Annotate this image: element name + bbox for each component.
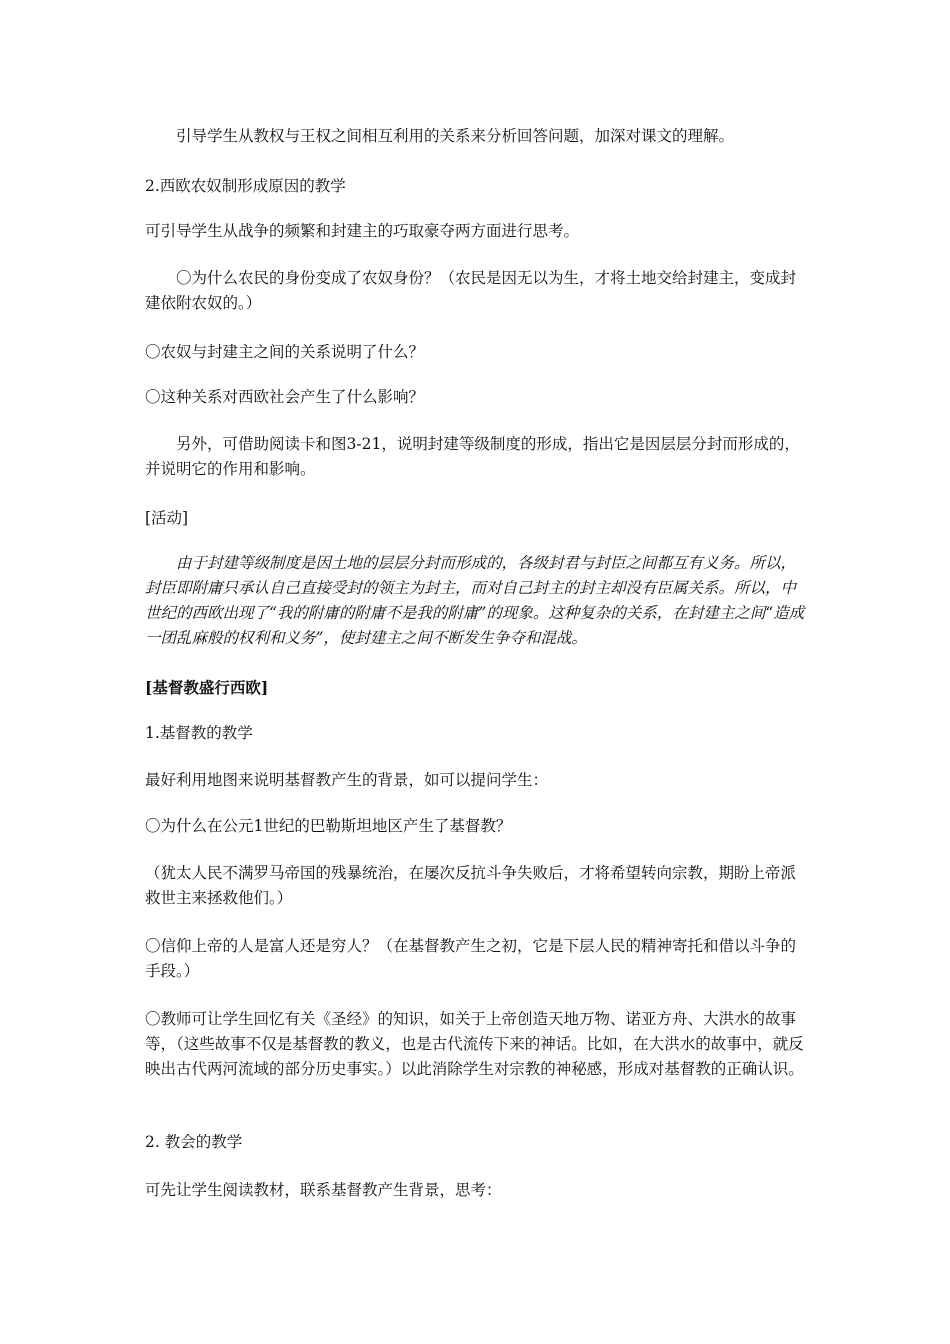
paragraph-map-background: 最好利用地图来说明基督教产生的背景，如可以提问学生： (145, 771, 549, 789)
activity-label: [活动] (145, 509, 189, 527)
section-heading-christianity: [基督教盛行西欧] (145, 678, 269, 697)
subheading-christianity-teaching: 1.基督教的教学 (145, 724, 253, 742)
paragraph-read-textbook: 可先让学生阅读教材，联系基督教产生背景，思考： (145, 1181, 502, 1199)
subheading-church-teaching: 2. 教会的教学 (145, 1133, 243, 1151)
question-relationship: 〇农奴与封建主之间的关系说明了什么？ (145, 343, 425, 361)
answer-jewish-people: （犹太人民不满罗马帝国的残暴统治，在屡次反抗斗争失败后，才将希望转向宗教，期盼上帝派救世主来拯救他们。） (145, 864, 797, 907)
question-origin-palestine: 〇为什么在公元1世纪的巴勒斯坦地区产生了基督教？ (145, 817, 512, 835)
paragraph-feudal-hierarchy: 另外，可借助阅读卡和图3-21，说明封建等级制度的形成，指出它是因层层分封而形成的，并说明它的作用和影响。 (145, 435, 800, 478)
paragraph-3: 可引导学生从战争的频繁和封建主的巧取豪夺两方面进行思考。 (145, 222, 580, 240)
question-rich-or-poor: 〇信仰上帝的人是富人还是穷人？（在基督教产生之初，它是下层人民的精神寄托和借以斗争的手段。） (145, 937, 797, 980)
question-serf-status: 〇为什么农民的身份变成了农奴身份？（农民是因无以为生，才将土地交给封建主，变成封建依附农奴的。） (145, 269, 797, 312)
section-heading-serfdom: 2.西欧农奴制形成原因的教学 (145, 177, 346, 195)
question-impact: 〇这种关系对西欧社会产生了什么影响？ (145, 388, 425, 406)
paragraph-bible-stories: 〇教师可让学生回忆有关《圣经》的知识，如关于上帝创造天地万物、诺亚方舟、大洪水的故事等，（这些故事不仅是基督教的教义，也是古代流传下来的神话。比如，在大洪水的故事中，就反映出古代两河流域的部分历史事实。）以此消除学生对宗教的神秘感，形成对基督教的正确认识。 (145, 1010, 804, 1078)
activity-text: 由于封建等级制度是因土地的层层分封而形成的，各级封君与封臣之间都互有义务。所以，封臣即附庸只承认自己直接受封的领主为封主，而对自己封主的封主却没有臣属关系。所以，中世纪的西欧出现了“我的附庸的附庸不是我的附庸”的现象。这种复杂的关系，在封建主之间“造成一团乱麻般的权利和义务”，使封建主之间不断发生争夺和混战。 (145, 554, 805, 647)
paragraph-1: 引导学生从教权与王权之间相互利用的关系来分析回答问题，加深对课文的理解。 (176, 127, 735, 145)
